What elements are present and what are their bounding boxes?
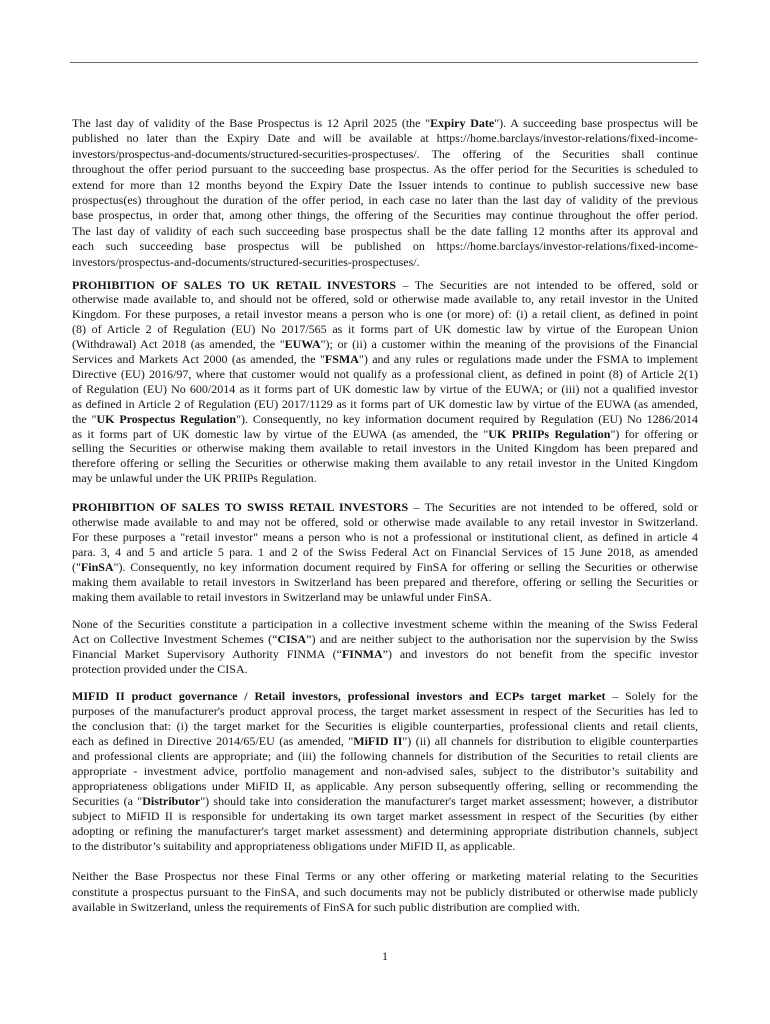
paragraph-line (72, 500, 698, 515)
text-segment: Kingdom. For these purposes, a retail investor means a person who is one (or more) of: (i) a retail client, as defined in point (72, 307, 698, 322)
paragraph-line (72, 662, 698, 677)
text-segment: otherwise made available to, and should not be offered, sold or otherwise made available to, any retail investor in the United (72, 292, 698, 307)
mifid-product-governance-paragraph (72, 689, 698, 854)
text-segment: making them available to retail investors in Switzerland may be unlawful under FinSA. (72, 589, 492, 604)
paragraph-line (72, 193, 698, 208)
bold-term: Distributor (142, 793, 201, 808)
text-segment: protection provided under the CISA. (72, 661, 248, 676)
paragraph-line (72, 224, 698, 239)
text-segment: the conclusion that: (i) the target market for the Securities is eligible counterparties, professional clients and retail clients, (72, 718, 698, 733)
paragraph-line (72, 239, 698, 254)
paragraph-line (72, 545, 698, 560)
paragraph-line (72, 704, 698, 719)
text-segment: (" (72, 559, 81, 574)
paragraph-line (72, 869, 698, 885)
paragraph-line (72, 337, 698, 352)
bold-term: PROHIBITION OF SALES TO SWISS RETAIL INVESTORS (72, 499, 409, 514)
paragraph-line (72, 367, 698, 382)
text-segment: Act on Collective Investment Schemes (“ (72, 631, 278, 646)
text-segment: – The Securities are not intended to be offered, sold or (396, 277, 698, 292)
paragraph-line (72, 352, 698, 367)
text-segment: published no later than the Expiry Date and will be available at https://home.barclays/investor-relations/fixed-income- (72, 131, 698, 146)
paragraph-line (72, 255, 698, 270)
paragraph-line (72, 734, 698, 749)
text-segment: (Withdrawal) Act 2018 (as amended, the " (72, 337, 285, 352)
paragraph-line (72, 575, 698, 590)
paragraph-line (72, 412, 698, 427)
paragraph-line (72, 515, 698, 530)
text-segment: – Solely for the (605, 688, 698, 703)
paragraph-line (72, 794, 698, 809)
paragraph-line (72, 809, 698, 824)
text-segment: each such succeeding base prospectus will be published on https://home.barclays/investor-relations/fixed-income- (72, 239, 698, 254)
paragraph-line (72, 292, 698, 307)
text-segment: The last day of validity of each such succeeding base prospectus shall be the date falling 12 months after its approval and (72, 223, 698, 238)
text-segment: (8) of Article 2 of Regulation (EU) No 2017/565 as it forms part of UK domestic law by virtue of the European Union (72, 322, 698, 337)
expiry-date-paragraph (72, 116, 698, 270)
paragraph-line (72, 471, 698, 486)
bold-term: EUWA (284, 337, 321, 352)
text-segment: purposes of the manufacturer's product approval process, the target market assessment in respect of the Securities has led to (72, 703, 698, 718)
paragraph-line (72, 719, 698, 734)
text-segment: otherwise made available to and may not be offered, sold or otherwise made available to any retail investor in Switzerland. (72, 514, 698, 529)
text-segment: For these purposes a "retail investor" means a person who is not a professional or institutional client, as defined in article 4 (72, 529, 698, 544)
paragraph-line (72, 116, 698, 131)
paragraph-line (72, 632, 698, 647)
text-segment: Directive (EU) 2016/97, where that customer would not qualify as a professional client, as defined in point (8) of Article 2(1) (72, 366, 698, 381)
paragraph-line (72, 147, 698, 162)
paragraph-line (72, 530, 698, 545)
paragraph-line (72, 749, 698, 764)
bold-term: UK Prospectus Regulation (96, 411, 237, 426)
page-number: 1 (382, 949, 388, 963)
paragraph-line (72, 208, 698, 223)
text-segment: base prospectus, in order that, among other things, the offering of the Securities may continue throughout the offer period. (72, 208, 698, 223)
text-segment: throughout the offer period pursuant to the succeeding base prospectus. As the offer period for the Securities is scheduled to (72, 162, 698, 177)
paragraph-line (72, 441, 698, 456)
text-segment: None of the Securities constitute a participation in a collective investment scheme within the meaning of the Swiss Federal (72, 616, 698, 631)
swiss-retail-prohibition-paragraph (72, 500, 698, 605)
text-segment: ”) and investors do not benefit from the specific investor (382, 646, 699, 661)
text-segment: therefore offering or selling the Securities or otherwise making them available to any retail investor in the United Kingdom (72, 456, 698, 471)
paragraph-line (72, 617, 698, 632)
paragraph-line (72, 764, 698, 779)
text-segment: appropriate - investment advice, portfolio management and non-advised sales, subject to the distributor’s suitability and (72, 763, 698, 778)
bold-term: PROHIBITION OF SALES TO UK RETAIL INVESTORS (72, 277, 397, 292)
paragraph-line (72, 839, 698, 854)
text-segment: Neither the Base Prospectus nor these Final Terms or any other offering or marketing material relating to the Securities (72, 869, 698, 883)
text-segment: Securities (a " (72, 793, 143, 808)
text-segment: The last day of validity of the Base Prospectus is 12 April 2025 (the " (72, 116, 431, 130)
paragraph-line (72, 427, 698, 442)
bold-term: MiFID II (353, 733, 403, 748)
text-segment: prospectus(es) throughout the duration of the offer period, in each case no later than the last day of validity of the previous (72, 193, 698, 208)
text-segment: ”) and are neither subject to the authorisation nor the supervision by the Swiss (306, 631, 698, 646)
text-segment: – The Securities are not intended to be offered, sold or (408, 499, 698, 514)
text-segment: subject to MiFID II is responsible for undertaking its own target market assessment in respect of the Securities (by either (72, 808, 698, 823)
bold-term: UK PRIIPs Regulation (488, 426, 611, 441)
bold-term: FinSA (80, 559, 114, 574)
collective-investment-scheme-paragraph (72, 617, 698, 677)
paragraph-line (72, 307, 698, 322)
text-segment: the " (72, 411, 97, 426)
text-segment: "). Consequently, no key information document required by FinSA for offering or selling the Securities or otherwise (113, 559, 698, 574)
paragraph-line (72, 397, 698, 412)
text-segment: ") and any rules or regulations made under the FSMA to implement (358, 352, 699, 367)
text-segment: each as defined in Directive 2014/65/EU (as amended, " (72, 733, 354, 748)
paragraph-line (72, 560, 698, 575)
text-segment: constitute a prospectus pursuant to the FinSA, and such documents may not be publicly distributed or otherwise made publicly (72, 884, 698, 899)
text-segment: of Regulation (EU) No 600/2014 as it forms part of UK domestic law by virtue of the EUWA; or (iii) not a qualified investor (72, 381, 698, 396)
paragraph-line (72, 456, 698, 471)
text-segment: available in Switzerland, unless the requirements of FinSA for such public distribution are complied with. (72, 900, 580, 914)
text-segment: appropriateness obligations under MiFID II, as applicable. Any person subsequently offering, selling or recommending the (72, 778, 698, 793)
paragraph-line (72, 178, 698, 193)
text-segment: as it forms part of UK domestic law by virtue of the EUWA (as amended, the " (72, 426, 489, 441)
finsa-prospectus-paragraph (72, 869, 698, 916)
text-segment: "). A succeeding base prospectus will be (494, 116, 698, 130)
text-segment: investors/prospectus-and-documents/structured-securities-prospectuses/. (72, 254, 420, 269)
paragraph-line (72, 900, 698, 916)
text-segment: to the distributor’s suitability and appropriateness obligations under MiFID II, as applicable. (72, 838, 516, 853)
paragraph-line (72, 689, 698, 704)
paragraph-line (72, 322, 698, 337)
bold-term: CISA (277, 631, 307, 646)
text-segment: ") (ii) all channels for distribution to eligible counterparties (402, 733, 698, 748)
text-segment: making them available to retail investors in Switzerland has been prepared and therefore, offering or selling the Securities or (72, 574, 698, 589)
paragraph-line (72, 779, 698, 794)
text-segment: ") for offering or (610, 426, 698, 441)
uk-retail-prohibition-paragraph (72, 278, 698, 487)
text-segment: investors/prospectus-and-documents/structured-securities-prospectuses/. The offering of the Securities shall continue (72, 146, 698, 161)
text-segment: as defined in Article 2 of Regulation (EU) 2017/1129 as it forms part of UK domestic law by virtue of the EUWA (as amended, (72, 396, 698, 411)
paragraph-line (72, 162, 698, 177)
bold-term: FINMA (341, 646, 383, 661)
paragraph-line (72, 382, 698, 397)
text-segment: selling the Securities or otherwise making them available to retail investors in the United Kingdom has been prepared and (72, 441, 698, 456)
paragraph-line (72, 824, 698, 839)
text-segment: ") should take into consideration the manufacturer's target market assessment; however, a distributor (200, 793, 699, 808)
text-segment: and professional clients are appropriate; and (iii) the following channels for distribution of the Securities to retail clients are (72, 748, 698, 763)
paragraph-line (72, 131, 698, 146)
bold-term: FSMA (324, 352, 359, 367)
text-segment: "); or (ii) a customer within the meaning of the provisions of the Financial (320, 337, 698, 352)
paragraph-line (72, 647, 698, 662)
text-segment: adopting or refining the manufacturer's target market assessment) and determining appropriate distribution channels, subject (72, 823, 698, 838)
text-segment: may be unlawful under the UK PRIIPs Regulation. (72, 471, 317, 486)
text-segment: "). Consequently, no key information document required by Regulation (EU) No 1286/2014 (236, 411, 699, 426)
paragraph-line (72, 278, 698, 293)
text-segment: para. 3, 4 and 5 and article 5 para. 1 and 2 of the Swiss Federal Act on Financial Services of 15 June 2018, as amended (72, 544, 698, 559)
paragraph-line (72, 885, 698, 901)
bold-term: MIFID II product governance / Retail investors, professional investors and ECPs target market (72, 688, 606, 703)
text-segment: Financial Market Supervisory Authority FINMA (“ (72, 646, 342, 661)
bold-term: Expiry Date (430, 116, 495, 130)
header-rule (70, 62, 698, 63)
text-segment: Services and Markets Act 2000 (as amended, the " (72, 352, 325, 367)
paragraph-line (72, 590, 698, 605)
text-segment: extend for more than 12 months beyond the Expiry Date the Issuer intends to continue to publish successive new base (72, 177, 698, 192)
